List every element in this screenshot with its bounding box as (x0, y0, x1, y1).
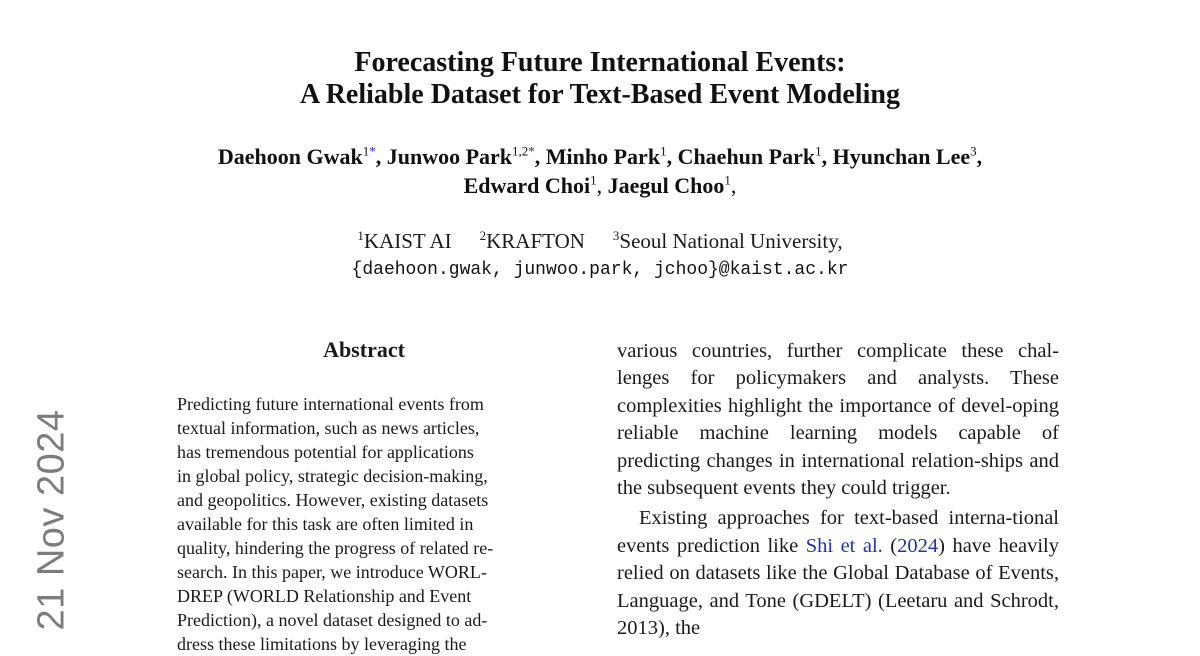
abstract-line: available for this task are often limited in (177, 514, 474, 534)
intro-paragraph-1: various countries, further complicate these chal-lenges for policymakers and analysts. These complexities highlight the importance of devel-oping reliable machine learning models capable of predicting changes in international relation-ships and the subsequent events they could trigger. (617, 340, 1059, 500)
paper-title (0, 47, 1200, 111)
abstract-line: quality, hindering the progress of related re- (177, 538, 494, 558)
author: Daehoon Gwak$^{1*}$ (217, 143, 376, 169)
abstract-line: Prediction), a novel dataset designed to ad- (177, 610, 488, 630)
clipped-line: (GDELT) (Leetaru and Schrodt, 2013), the (617, 589, 1059, 640)
affiliation: $^1$KAIST AI (357, 228, 452, 253)
title-line-1: Forecasting Future International Events: (354, 47, 846, 78)
title-line-2: A Reliable Dataset for Text-Based Event Modeling (300, 79, 900, 110)
author-list (60, 142, 1140, 200)
author-line-2: Edward Choi$^1$, Jaegul Choo$^1$, (463, 172, 737, 198)
abstract-line: textual information, such as news articles, (177, 418, 480, 438)
author: Junwoo Park$^{1,2*}$ (386, 143, 535, 169)
abstract-line: in global policy, strategic decision-making, (177, 466, 488, 486)
citation-link[interactable]: Shi et al. (805, 534, 883, 557)
author: Chaehun Park$^1$ (677, 143, 822, 169)
author: Edward Choi$^1$ (463, 172, 597, 198)
arxiv-side-stamp (28, 409, 76, 631)
abstract-line: DREP (WORLD Relationship and Event (177, 586, 472, 606)
abstract-line: Predicting future international events from (177, 394, 484, 414)
author: Minho Park$^1$ (545, 143, 667, 169)
abstract-heading: Abstract (323, 337, 405, 362)
affiliation: $^3$Seoul National University, (612, 228, 843, 253)
intro-paragraph-2: Existing approaches for text-based interna-tional events prediction like Shi et al. (2024) have heavily relied on datasets like the Global Database of Events, Language, and Tone (GDELT) (Leetaru and Schrodt, 2013), the (617, 507, 1059, 640)
arxiv-date-label: 21 Nov 2024 (30, 409, 73, 631)
abstract-body (177, 392, 551, 656)
affiliation: $^2$KRAFTON (479, 228, 585, 253)
citation-year-link[interactable]: 2024 (897, 534, 939, 557)
author: Jaegul Choo$^1$ (607, 172, 731, 198)
abstract-line: dress these limitations by leveraging the (177, 634, 467, 654)
abstract-line: search. In this paper, we introduce WORL- (177, 562, 487, 582)
abstract-line: and geopolitics. However, existing datasets (177, 490, 489, 510)
author-line-1: Daehoon Gwak$^{1*}$, Junwoo Park$^{1,2*}$, Minho Park$^1$, Chaehun Park$^1$, Hyunchan Lee$^3$, (217, 143, 983, 169)
author: Hyunchan Lee$^3$ (832, 143, 977, 169)
author-emails: {daehoon.gwak, junwoo.park, jchoo}@kaist.ac.kr (351, 260, 849, 280)
intro-column (617, 338, 1059, 642)
abstract-line: has tremendous potential for applications (177, 442, 474, 462)
affiliations (0, 227, 1200, 255)
